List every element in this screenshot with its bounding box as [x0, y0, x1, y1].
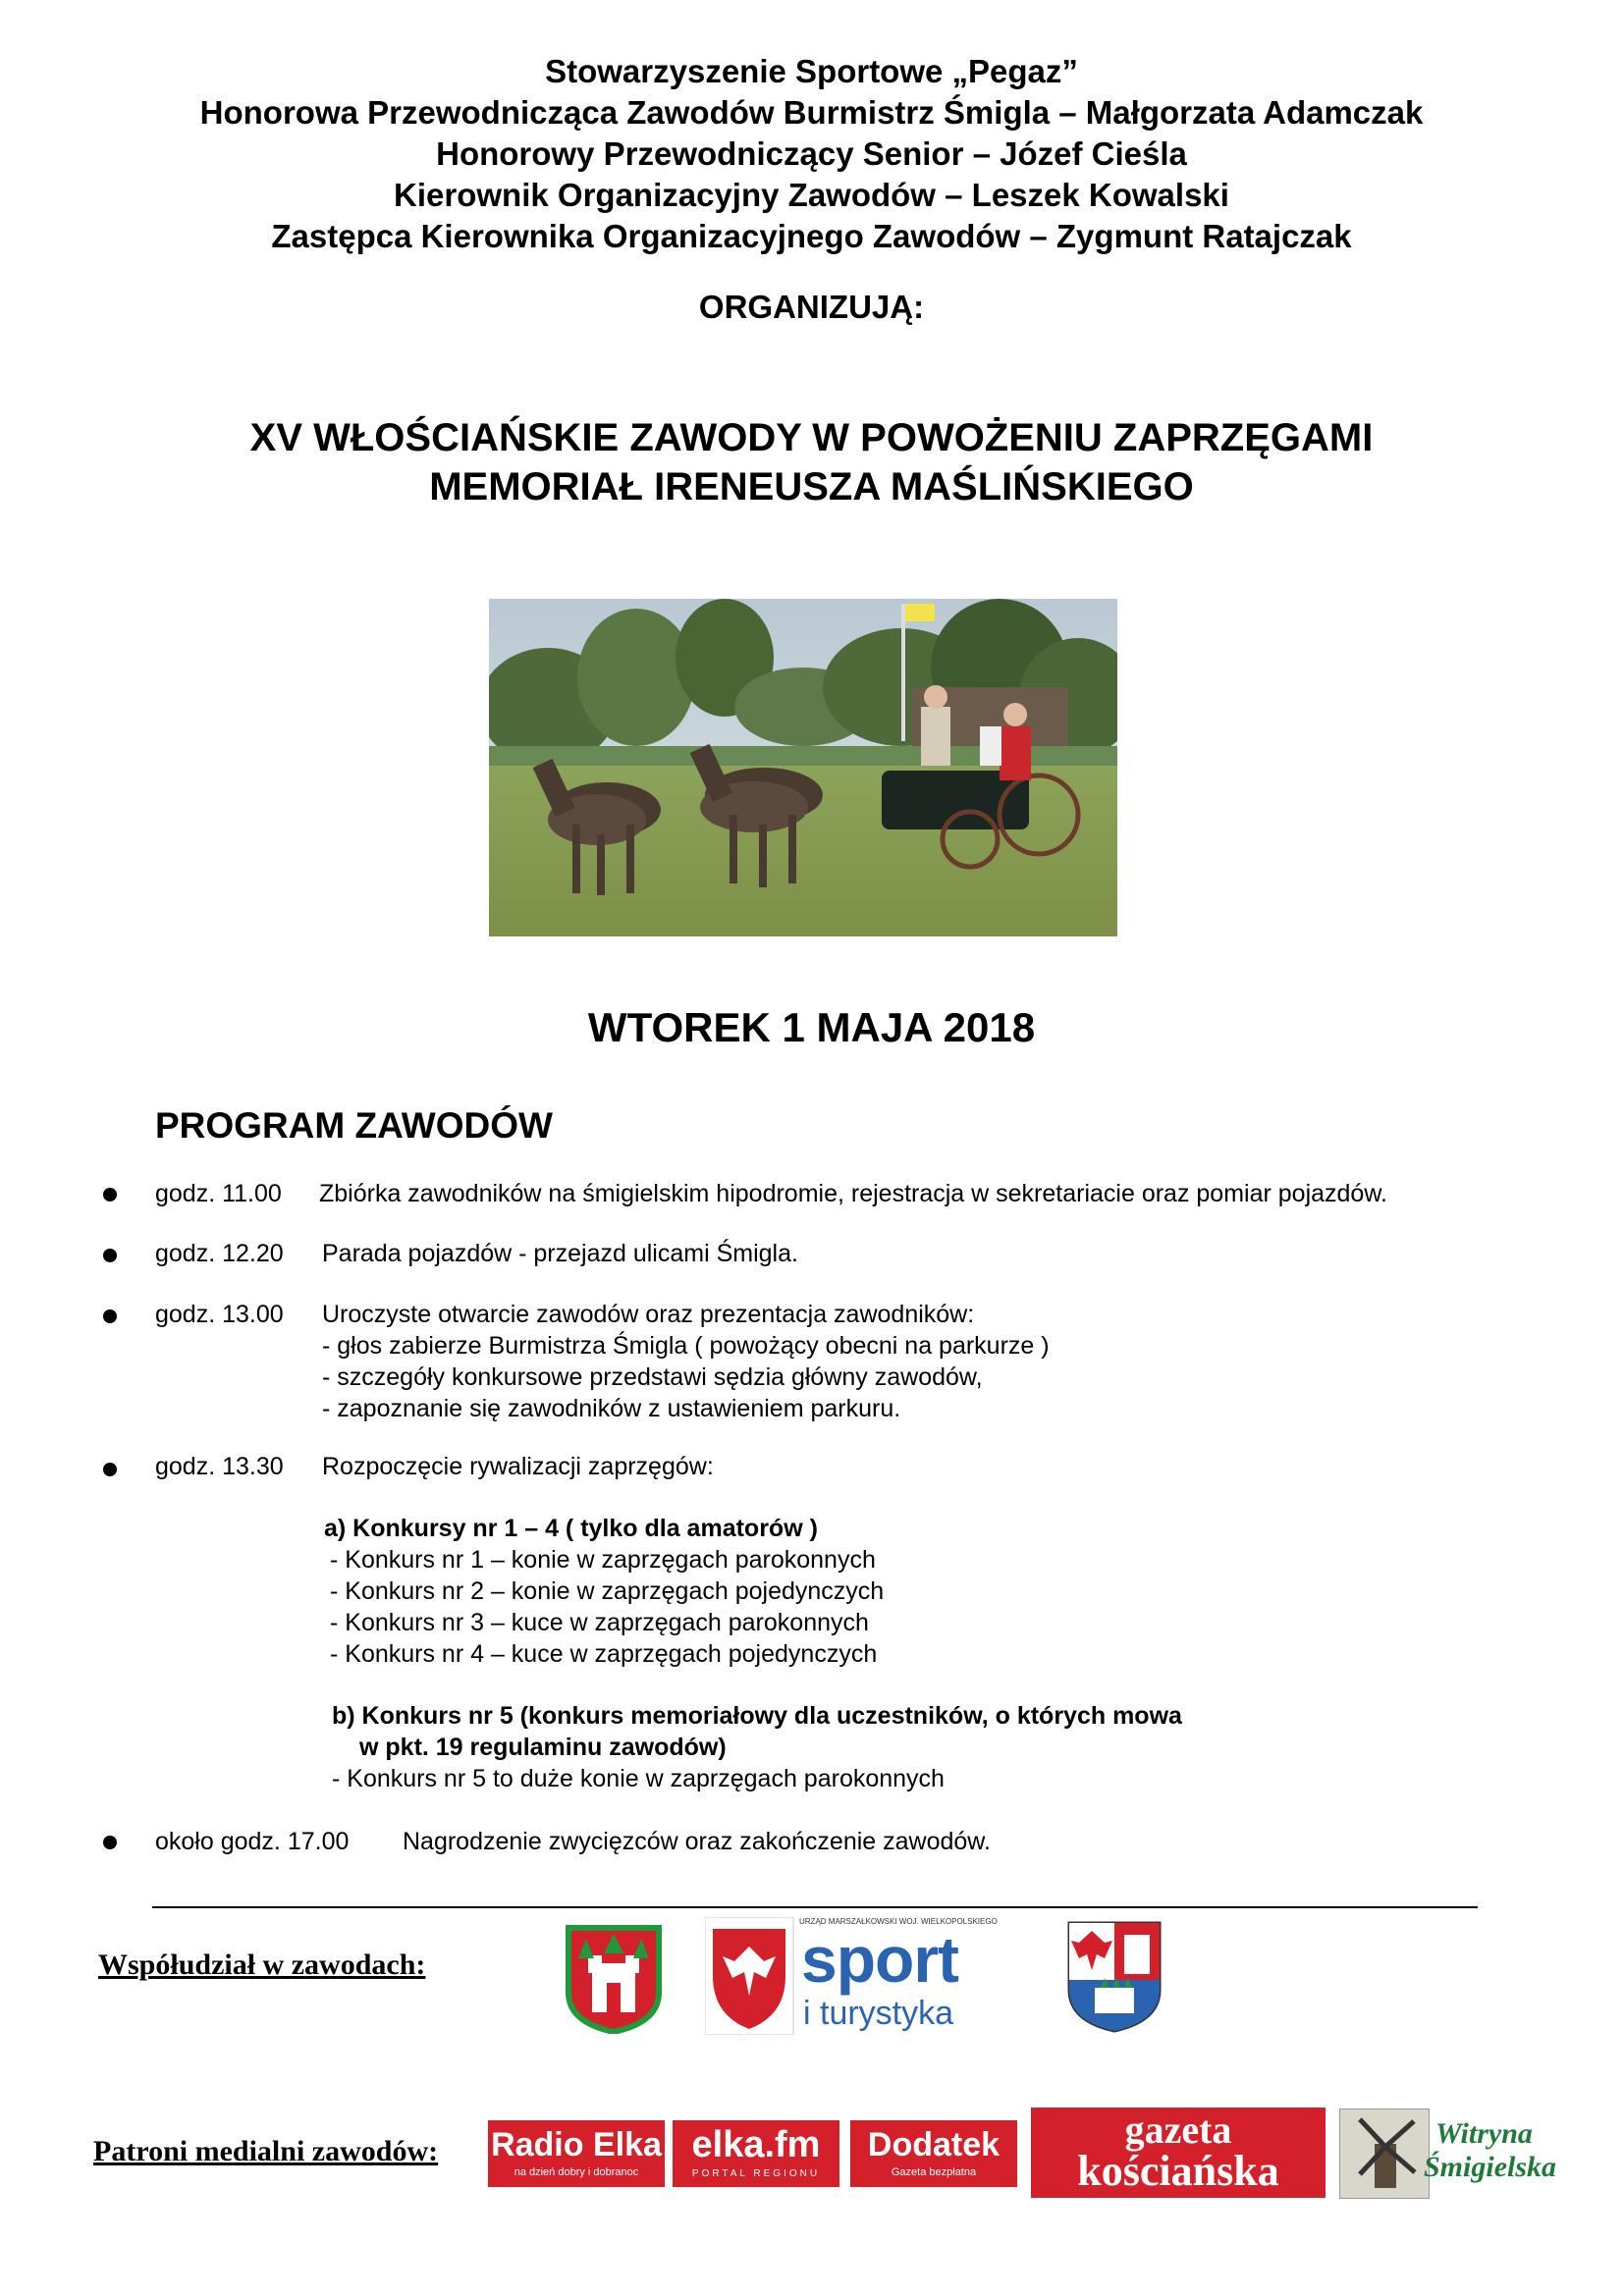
contest-b-heading-2: w pkt. 19 regulaminu zawodów): [359, 1734, 727, 1761]
contest-a-2: - Konkurs nr 2 – konie w zaprzęgach pojedynczych: [330, 1577, 885, 1605]
honorary-chair: Honorowa Przewodnicząca Zawodów Burmistrz Śmigla – Małgorzata Adamczak: [199, 94, 1424, 131]
item-4-text: Rozpoczęcie rywalizacji zaprzęgów:: [322, 1453, 714, 1480]
sport-word: sport: [801, 1923, 958, 1996]
county-crest-logo: [1065, 1919, 1163, 2035]
honorary-chair-senior: Honorowy Przewodniczący Senior – Józef Cieśla: [436, 135, 1187, 172]
elka-fm-text: elka.fm: [691, 2124, 821, 2165]
dodatek-text: Dodatek: [867, 2126, 1001, 2163]
contest-b-heading: b) Konkurs nr 5 (konkurs memoriałowy dla uczestników, o których mowa: [332, 1702, 1182, 1730]
divider: [152, 1906, 1478, 1908]
bullet: [103, 1309, 117, 1323]
item-1-text: Zbiórka zawodników na śmigielskim hipodromie, rejestracja w sekretariacie oraz pomiar pojazdów.: [319, 1180, 1387, 1207]
item-3-sub-2: - szczegóły konkursowe przedstawi sędzia główny zawodów,: [322, 1363, 983, 1391]
gazeta-koscianska-logo: [1031, 2108, 1325, 2198]
contest-a-3: - Konkurs nr 3 – kuce w zaprzęgach parokonnych: [330, 1609, 869, 1636]
item-2-text: Parada pojazdów - przejazd ulicami Śmigla.: [322, 1240, 798, 1267]
organizuja-label: ORGANIZUJĄ:: [698, 289, 925, 325]
item-2-time: godz. 12.20: [155, 1240, 284, 1267]
gazeta-word: gazeta: [1124, 2108, 1232, 2152]
radio-elka-logo: [488, 2120, 665, 2187]
item-3-time: godz. 13.00: [155, 1301, 284, 1328]
turystyka-word: i turystyka: [803, 1995, 954, 2032]
item-3-sub-3: - zapoznanie się zawodników z ustawieniem parkuru.: [322, 1395, 901, 1422]
item-5-text: Nagrodzenie zwycięzców oraz zakończenie zawodów.: [403, 1828, 991, 1855]
media-patrons-label: Patroni medialni zawodów:: [93, 2135, 439, 2167]
contest-a-1: - Konkurs nr 1 – konie w zaprzęgach parokonnych: [330, 1546, 876, 1574]
organizer-name: Stowarzyszenie Sportowe „Pegaz”: [545, 53, 1078, 89]
radio-elka-slogan: na dzień dobry i dobranoc: [514, 2166, 639, 2178]
event-date: WTOREK 1 MAJA 2018: [587, 1004, 1036, 1050]
item-5-time: około godz. 17.00: [155, 1828, 350, 1855]
item-3-sub-1: - głos zabierze Burmistrza Śmigla ( powożący obecni na parkurze ): [322, 1332, 1050, 1360]
bullet: [103, 1836, 117, 1849]
program-heading: PROGRAM ZAWODÓW: [155, 1105, 553, 1146]
item-4-time: godz. 13.30: [155, 1453, 284, 1480]
koscianska-word: kościańska: [1077, 2147, 1279, 2195]
smigiel-crest-logo: [565, 1924, 663, 2034]
elka-fm-logo: [673, 2120, 839, 2187]
elka-fm-slogan: PORTAL REGIONU: [691, 2168, 821, 2179]
event-title: XV WŁOŚCIAŃSKIE ZAWODY W POWOŻENIU ZAPRZĘGAMI: [249, 416, 1374, 459]
event-subtitle: MEMORIAŁ IRENEUSZA MAŚLIŃSKIEGO: [429, 465, 1194, 508]
sport-top-text: URZĄD MARSZAŁKOWSKI WOJ. WIELKOPOLSKIEGO: [799, 1917, 998, 1926]
radio-elka-text: Radio Elka: [491, 2126, 662, 2163]
carriage-photo: [489, 599, 1117, 936]
cooperation-label: Współudział w zawodach:: [98, 1949, 426, 1981]
smigielska-word: Śmigielska: [1424, 2151, 1557, 2183]
bullet: [103, 1188, 117, 1201]
dodatek-slogan: Gazeta bezpłatna: [891, 2166, 977, 2178]
contest-a-heading: a) Konkursy nr 1 – 4 ( tylko dla amatorów ): [324, 1515, 818, 1542]
windmill-icon: [1339, 2109, 1430, 2199]
item-1-time: godz. 11.00: [155, 1180, 282, 1207]
item-3-text: Uroczyste otwarcie zawodów oraz prezentacja zawodników:: [322, 1301, 975, 1328]
sport-turystyka-logo: [705, 1917, 998, 2035]
contest-a-4: - Konkurs nr 4 – kuce w zaprzęgach pojedynczych: [330, 1640, 878, 1668]
dodatek-logo: [850, 2120, 1017, 2187]
contest-b-1: - Konkurs nr 5 to duże konie w zaprzęgach parokonnych: [332, 1765, 945, 1792]
deputy-manager: Zastępca Kierownika Organizacyjnego Zawodów – Zygmunt Ratajczak: [271, 218, 1352, 254]
witryna-word: Witryna: [1435, 2117, 1533, 2150]
organization-manager: Kierownik Organizacyjny Zawodów – Leszek Kowalski: [394, 177, 1229, 213]
bullet: [103, 1249, 117, 1262]
bullet: [103, 1463, 117, 1476]
